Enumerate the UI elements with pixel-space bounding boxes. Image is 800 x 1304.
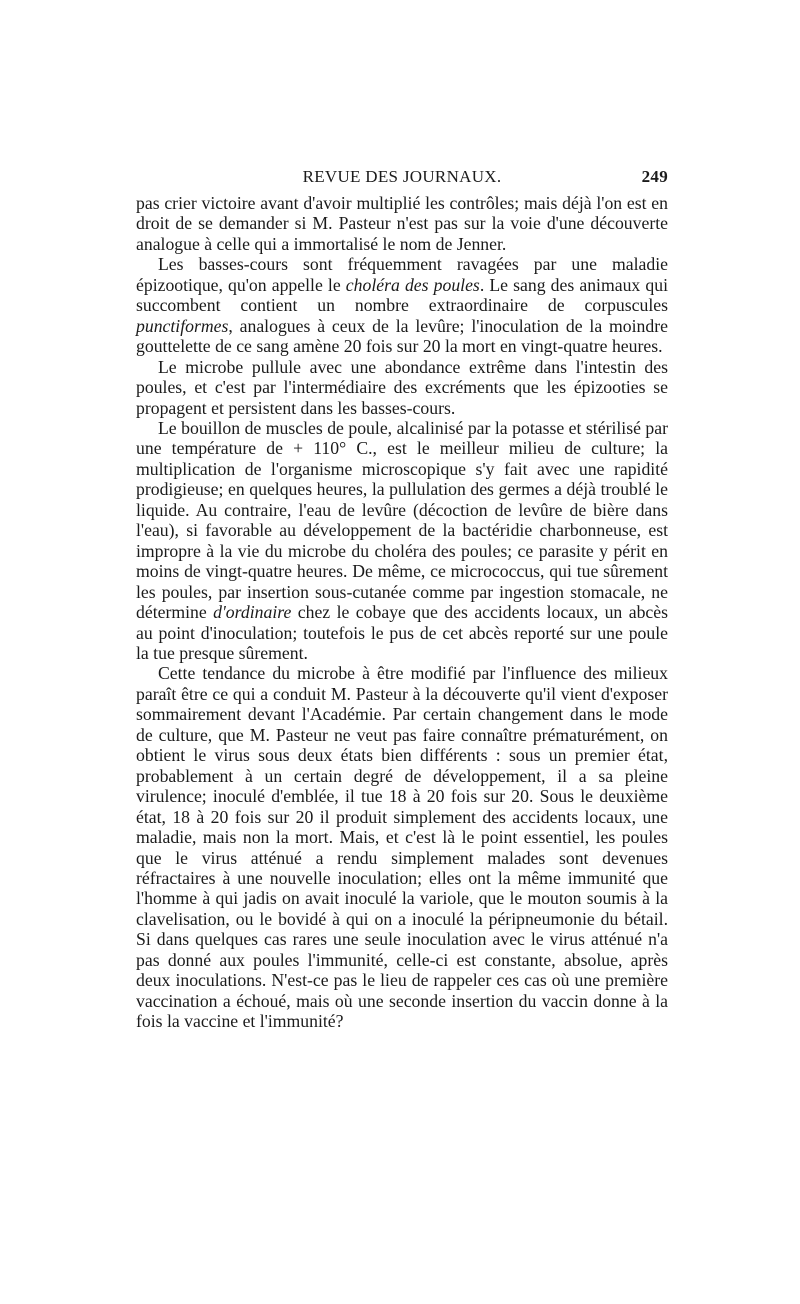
text-run: , analogues à ceux de la levûre; l'inoculation de la moindre gouttelette de ce sang amène 20 fois sur 20 la mort en vingt-quatre heures. xyxy=(136,315,668,357)
page-number: 249 xyxy=(641,167,668,186)
paragraph-1 xyxy=(136,193,668,254)
paragraph-4 xyxy=(136,418,668,663)
text-run: Cette tendance du microbe à être modifié par l'influence des milieux paraît être ce qui a conduit M. Pasteur à la découverte qu'il vient d'exposer sommairement devant l'Académie. Par certain changement dans le mode de culture, que M. Pasteur ne veut pas faire connaître prématurément, on obtient le virus sous deux états bien différents : sous un premier état, probablement à un certain degré de développement, il a sa pleine virulence; inoculé d'emblée, il tue 18 à 20 fois sur 20. Sous le deuxième état, 18 à 20 fois sur 20 il produit simplement des accidents locaux, une maladie, mais non la mort. Mais, et c'est là le point essentiel, les poules que le virus atténué a rendu simplement malades sont devenues réfractaires à une nouvelle inoculation; elles ont la même immunité que l'homme à qui jadis on avait inoculé la variole, que le mouton soumis à la clavelisation, ou le bovidé à qui on a inoculé la péripneumonie du bétail. Si dans quelques cas rares une seule inoculation avec le virus atténué n'a pas donné aux poules l'immunité, celle-ci est constante, absolue, après deux inoculations. N'est-ce pas le lieu de rappeler ces cas où une première vaccination a échoué, mais où une seconde insertion du vaccin donne à la fois la vaccine et l'immunité? xyxy=(136,663,668,1032)
running-title: REVUE DES JOURNAUX. xyxy=(302,167,502,186)
paragraph-3 xyxy=(136,357,668,418)
paragraph-2 xyxy=(136,254,668,356)
text-run: pas crier victoire avant d'avoir multiplié les contrôles; mais déjà l'on est en droit de se demander si M. Pasteur n'est pas sur la voie d'une découverte analogue à celle qui a immortalisé le nom de Jenner. xyxy=(136,193,668,254)
running-header xyxy=(136,167,668,191)
text-run: . Le sang des animaux qui succombent contient un nombre extraordinaire de corpuscules xyxy=(136,274,668,316)
article-body xyxy=(136,193,668,1032)
emphasis-text: punctiformes xyxy=(136,315,229,336)
emphasis-text: d'ordinaire xyxy=(213,602,292,623)
text-run: Le microbe pullule avec une abondance extrême dans l'intestin des poules, et c'est par l'intermédiaire des excréments que les épizooties se propagent et persistent dans les basses-cours. xyxy=(136,356,668,418)
paragraph-5 xyxy=(136,663,668,1031)
text-run: chez le cobaye que des accidents locaux, un abcès au point d'inoculation; toutefois le pus de cet abcès reporté sur une poule la tue presque sûrement. xyxy=(136,602,669,663)
emphasis-text: choléra des poules xyxy=(345,274,480,295)
text-run: Le bouillon de muscles de poule, alcalinisé par la potasse et stérilisé par une température de + 110° C., est le meilleur milieu de culture; la multiplication de l'organisme microscopique s'y fait avec une rapidité prodigieuse; en quelques heures, la pullulation des germes a déjà troublé le liquide. Au contraire, l'eau de levûre (décoction de levûre de bière dans l'eau), si favorable au développement de la bactéridie charbonneuse, est impropre à la vie du microbe du choléra des poules; ce parasite y périt en moins de vingt-quatre heures. De même, ce micrococcus, qui tue sûrement les poules, par insertion sous-cutanée comme par ingestion stomacale, ne détermine xyxy=(136,417,668,623)
text-run: Les basses-cours sont fréquemment ravagées par une maladie épizootique, qu'on appelle le xyxy=(136,254,668,295)
